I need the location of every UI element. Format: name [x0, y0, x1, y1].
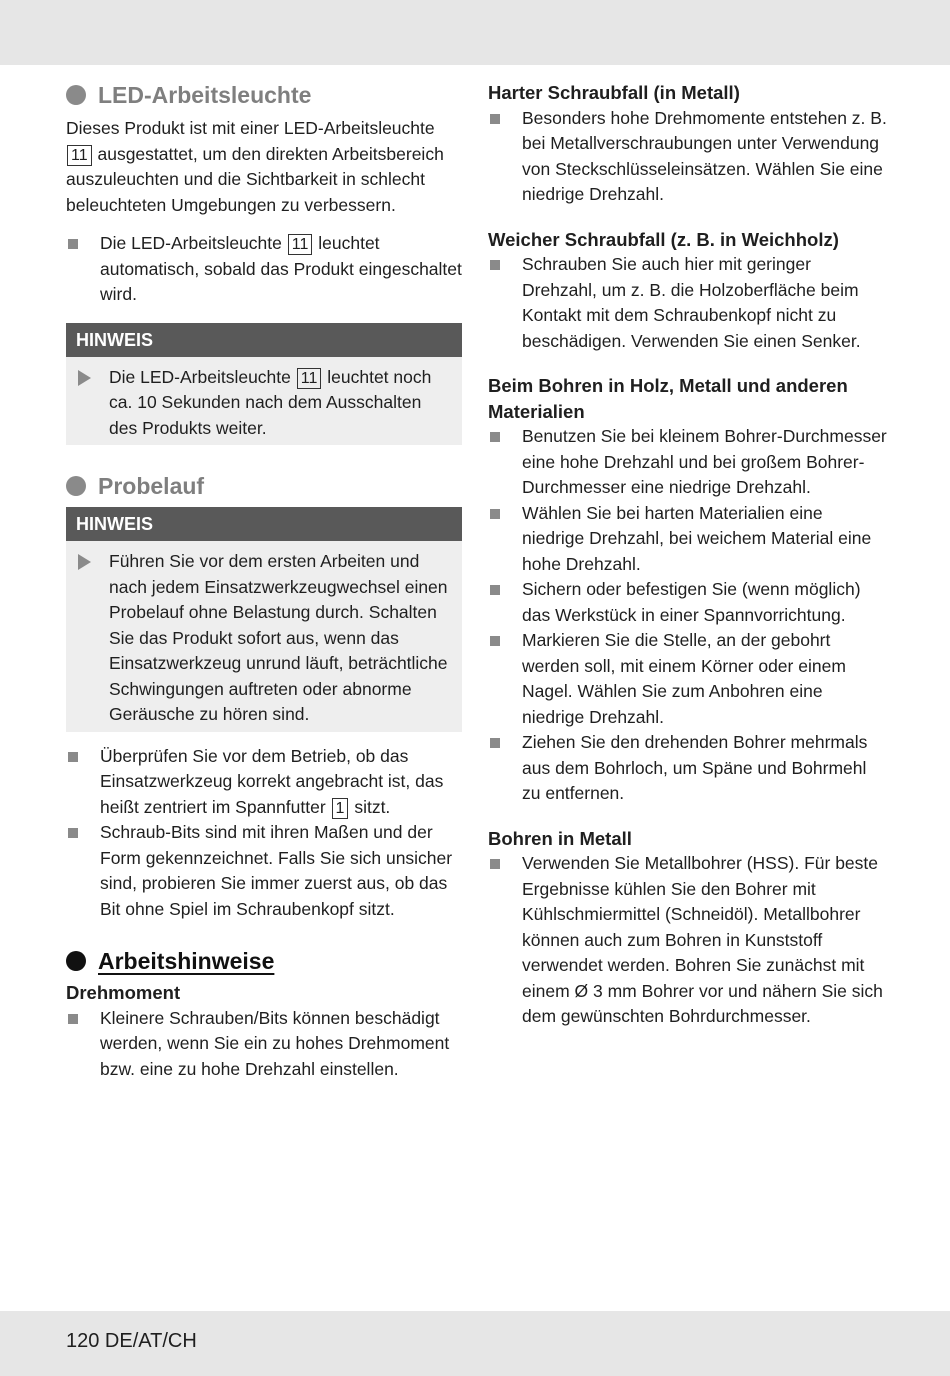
square-bullet-icon: [68, 239, 78, 249]
square-bullet-icon: [490, 509, 500, 519]
square-bullet-icon: [490, 585, 500, 595]
note-box: HINWEIS Führen Sie vor dem ersten Arbeiten und nach jedem Einsatzwerkzeugwechsel einen Probelauf ohne Belastung durch. Schalten Sie das Produkt sofort aus, wenn das Einsatzwerkzeug unrund läuft, beträchtliche Schwingungen auftreten oder abnorme Geräusche zu hören sind.: [66, 507, 462, 732]
square-bullet-icon: [490, 636, 500, 646]
harter-schraubfall-heading: Harter Schraubfall (in Metall): [488, 82, 740, 103]
list-item: Schrauben Sie auch hier mit geringer Drehzahl, um z. B. die Holzoberfläche beim Kontakt mit dem Schraubenkopf nicht zu beschädigen. Verwenden Sie einen Senker.: [488, 252, 888, 354]
grey-bullet-dot-icon: [66, 85, 86, 105]
list-item: Verwenden Sie Metallbohrer (HSS). Für beste Ergebnisse kühlen Sie den Bohrer mit Kühlschmiermittel (Schneidöl). Metallbohrer können auch zum Bohren in Kunststoff verwendet werden. Bohren Sie zunächst mit einem Ø 3 mm Bohrer vor und nähern Sie sich dem gewünschten Bohrdurchmesser.: [488, 851, 888, 1030]
right-column: [488, 80, 888, 1030]
square-bullet-icon: [490, 738, 500, 748]
list-item: Die LED-Arbeitsleuchte 11 leuchtet automatisch, sobald das Produkt eingeschaltet wird.: [66, 231, 462, 308]
note-box: HINWEIS Die LED-Arbeitsleuchte 11 leuchtet noch ca. 10 Sekunden nach dem Ausschalten des Produkts weiter.: [66, 323, 462, 446]
list-item: Überprüfen Sie vor dem Betrieb, ob das Einsatzwerkzeug korrekt angebracht ist, das heißt zentriert im Spannfutter 1 sitzt.: [66, 744, 462, 821]
grey-bullet-dot-icon: [66, 476, 86, 496]
list-item: Kleinere Schrauben/Bits können beschädigt werden, wenn Sie ein zu hohes Drehmoment bzw. eine zu hohe Drehzahl einstellen.: [66, 1006, 462, 1083]
list-item: Ziehen Sie den drehenden Bohrer mehrmals aus dem Bohrloch, um Späne und Bohrmehl zu entfernen.: [488, 730, 888, 807]
left-column: [66, 80, 462, 1082]
reference-number-box: 11: [67, 145, 92, 166]
weicher-schraubfall-heading: Weicher Schraubfall (z. B. in Weichholz): [488, 228, 839, 250]
bohren-holz-heading: Beim Bohren in Holz, Metall und anderen Materialien: [488, 375, 848, 422]
bohren-metall-heading: Bohren in Metall: [488, 827, 632, 849]
drehmoment-heading: Drehmoment: [66, 982, 181, 1003]
list-item: Schraub-Bits sind mit ihren Maßen und der Form gekennzeichnet. Falls Sie sich unsicher sind, probieren Sie immer zuerst aus, ob das Bit ohne Spiel im Schraubenkopf sitzt.: [66, 820, 462, 922]
list-item: Benutzen Sie bei kleinem Bohrer-Durchmesser eine hohe Drehzahl und bei großem Bohrer-Durchmesser eine niedrige Drehzahl.: [488, 424, 888, 501]
square-bullet-icon: [68, 752, 78, 762]
header-band: [0, 0, 950, 65]
square-bullet-icon: [490, 859, 500, 869]
reference-number-box: 1: [332, 798, 349, 819]
list-item: Sichern oder befestigen Sie (wenn möglich) das Werkstück in einer Spannvorrichtung.: [488, 577, 888, 628]
probelauf-section-title: Probelauf: [66, 471, 462, 501]
arbeitshinweise-section-title: Arbeitshinweise: [66, 946, 462, 976]
square-bullet-icon: [490, 432, 500, 442]
reference-number-box: 11: [288, 234, 313, 255]
triangle-arrow-icon: [78, 370, 91, 386]
page-number: 120 DE/AT/CH: [66, 1330, 197, 1352]
square-bullet-icon: [490, 114, 500, 124]
reference-number-box: 11: [297, 368, 322, 389]
note-heading: HINWEIS: [66, 507, 462, 541]
triangle-arrow-icon: [78, 554, 91, 570]
note-heading: HINWEIS: [66, 323, 462, 357]
list-item: Besonders hohe Drehmomente entstehen z. B. bei Metallverschraubungen unter Verwendung von Steckschlüsseleinsätzen. Wählen Sie eine niedrige Drehzahl.: [488, 106, 888, 208]
list-item: Wählen Sie bei harten Materialien eine niedrige Drehzahl, bei weichem Material eine hohe Drehzahl.: [488, 501, 888, 578]
led-intro-paragraph: Dieses Produkt ist mit einer LED-Arbeitsleuchte 11 ausgestattet, um den direkten Arbeitsbereich auszuleuchten und die Sichtbarkeit in schlecht beleuchteten Umgebungen zu verbessern.: [66, 118, 444, 215]
square-bullet-icon: [68, 1014, 78, 1024]
square-bullet-icon: [68, 828, 78, 838]
led-section-title: LED-Arbeitsleuchte: [66, 80, 462, 110]
list-item: Markieren Sie die Stelle, an der gebohrt werden soll, mit einem Körner oder einem Nagel. Wählen Sie zum Anbohren eine niedrige Drehzahl.: [488, 628, 888, 730]
black-bullet-dot-icon: [66, 951, 86, 971]
square-bullet-icon: [490, 260, 500, 270]
